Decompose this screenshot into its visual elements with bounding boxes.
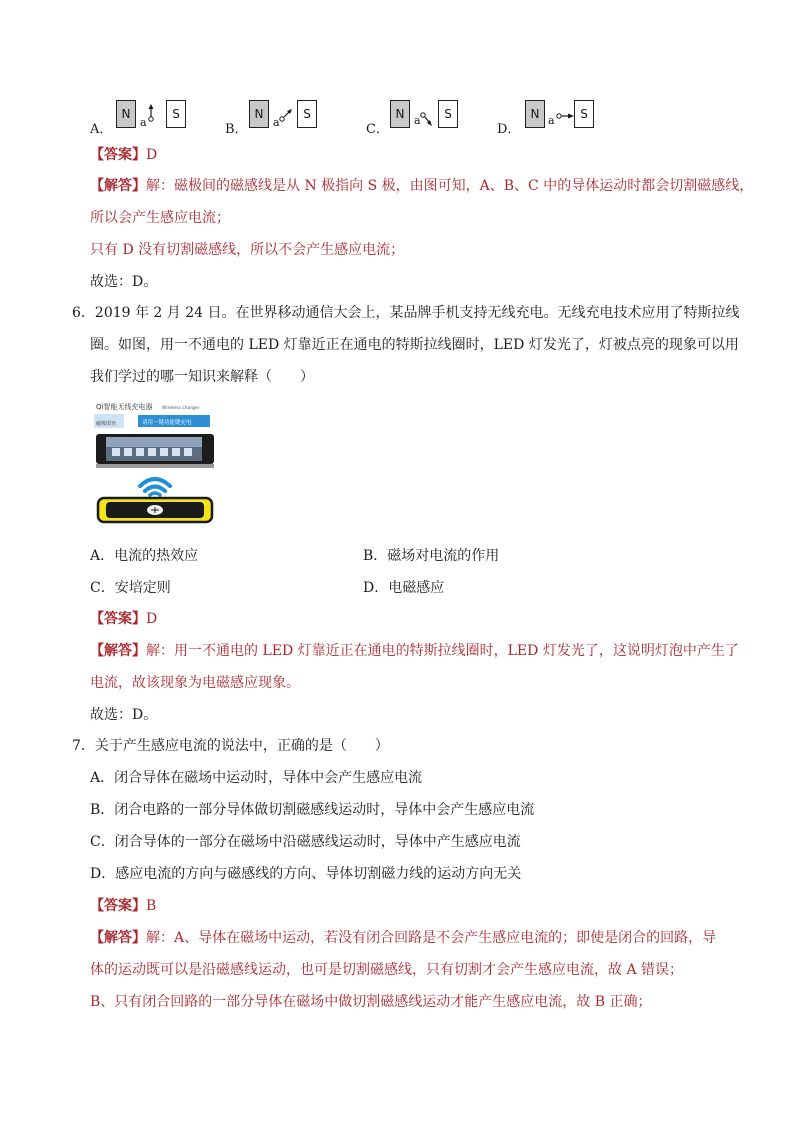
q5-conclusion: 故选：D。 (90, 274, 158, 290)
q5-option-c (366, 100, 476, 137)
explain-tag: 【解答】 (90, 178, 146, 194)
q5-explain-line-3: 只有 D 没有切割磁感线，所以不会产生感应电流； (90, 242, 405, 258)
south-pole-magnet: S (297, 100, 317, 128)
q7-choice-d: D．感应电流的方向与磁感线的方向、导体切割磁力线的运动方向无关 (90, 866, 522, 882)
q5-option-b (225, 100, 335, 137)
q5-answer (90, 145, 157, 165)
q7-answer (90, 896, 156, 916)
answer-value: D (146, 611, 158, 627)
q5-explain-line-2: 所以会产生感应电流； (90, 210, 230, 226)
q5-option-c-letter: C． (366, 122, 389, 137)
q6-explain-line-1 (90, 641, 739, 661)
q6-stem-line-3: 我们学过的哪一知识来解释（ ） (90, 369, 314, 385)
answer-tag: 【答案】 (90, 898, 146, 914)
south-pole-magnet: S (438, 100, 458, 128)
north-pole-magnet: N (116, 100, 136, 128)
north-pole-magnet: N (525, 100, 545, 128)
q5-option-b-letter: B． (225, 122, 248, 137)
wireless-charger-photo (92, 398, 219, 525)
answer-tag: 【答案】 (90, 611, 146, 627)
south-pole-magnet: S (166, 100, 186, 128)
answer-value: D (146, 147, 158, 163)
svg-text:a: a (548, 114, 555, 127)
q7-stem: 7．关于产生感应电流的说法中，正确的是（ ） (72, 738, 389, 754)
conductor-up-arrow-icon (138, 104, 160, 130)
q6-explain-line-2: 电流，故该现象为电磁感应现象。 (90, 675, 300, 691)
explain-tag: 【解答】 (90, 930, 146, 946)
south-pole-magnet: S (574, 100, 594, 128)
answer-value: B (146, 898, 157, 914)
q6-stem-line-2: 圈。如图，用一不通电的 LED 灯靠近正在通电的特斯拉线圈时，LED 灯发光了，灯被点亮的现象可以用 (90, 337, 739, 353)
q6-choice-a: A．电流的热效应 (90, 548, 199, 564)
q5-option-d (497, 100, 607, 137)
q7-explain-line-2: 体的运动既可以是沿磁感线运动，也可是切割磁感线，只有切割才会产生感应电流，故 A 错误； (90, 962, 684, 978)
north-pole-magnet: N (249, 100, 269, 128)
q7-explain-line-3: B、只有闭合回路的一部分导体在磁场中做切割磁感线运动才能产生感应电流，故 B 正确； (90, 994, 652, 1010)
svg-text:a: a (140, 116, 147, 129)
q7-choice-a: A．闭合导体在磁场中运动时，导体中会产生感应电流 (90, 770, 423, 786)
q7-choice-c: C．闭合导体的一部分在磁场中沿磁感线运动时，导体中产生感应电流 (90, 834, 521, 850)
q6-choice-c: C．安培定则 (90, 580, 171, 596)
banner-subtitle: Wireless charger (162, 406, 200, 411)
q6-choice-b: B．磁场对电流的作用 (363, 548, 500, 564)
svg-text:a: a (414, 114, 421, 127)
q5-option-a (90, 100, 200, 137)
banner-title: Qi智能无线充电器 (96, 403, 153, 411)
north-pole-magnet: N (390, 100, 410, 128)
svg-text:a: a (273, 116, 280, 129)
q6-stem-line-1: 6．2019 年 2 月 24 日。在世界移动通信大会上，某品牌手机支持无线充电。无线充电技术应用了特斯拉线 (72, 305, 740, 321)
explain-text: 解：A、导体在磁场中运动，若没有闭合回路是不会产生感应电流的；即使是闭合的回路，导 (146, 930, 717, 946)
conductor-up-right-arrow-icon (271, 104, 293, 130)
explain-tag: 【解答】 (90, 643, 146, 659)
q6-conclusion: 故选：D。 (90, 707, 158, 723)
explain-text: 解：用一不通电的 LED 灯靠近正在通电的特斯拉线圈时，LED 灯发光了，这说明灯泡中产生了 (146, 643, 739, 659)
explain-text: 解：磁极间的磁感线是从 N 极指向 S 极，由图可知，A、B、C 中的导体运动时都会切割磁感线， (146, 178, 754, 194)
q6-answer (90, 609, 157, 629)
conductor-down-right-arrow-icon (412, 104, 434, 130)
q5-option-a-letter: A． (90, 122, 113, 137)
q5-options-row (90, 100, 610, 137)
q5-option-d-letter: D． (497, 122, 521, 137)
q7-choice-b: B．闭合电路的一部分导体做切割磁感线运动时，导体中会产生感应电流 (90, 802, 535, 818)
q6-choice-d: D．电磁感应 (363, 580, 445, 596)
q7-explain-line-1 (90, 928, 716, 948)
banner-left-label: 磁吸即充 (96, 421, 117, 427)
answer-tag: 【答案】 (90, 147, 146, 163)
q5-explain-line-1 (90, 176, 753, 196)
conductor-right-arrow-icon (547, 104, 577, 130)
banner-button-label: 请用一键功能键充电 (142, 420, 192, 426)
